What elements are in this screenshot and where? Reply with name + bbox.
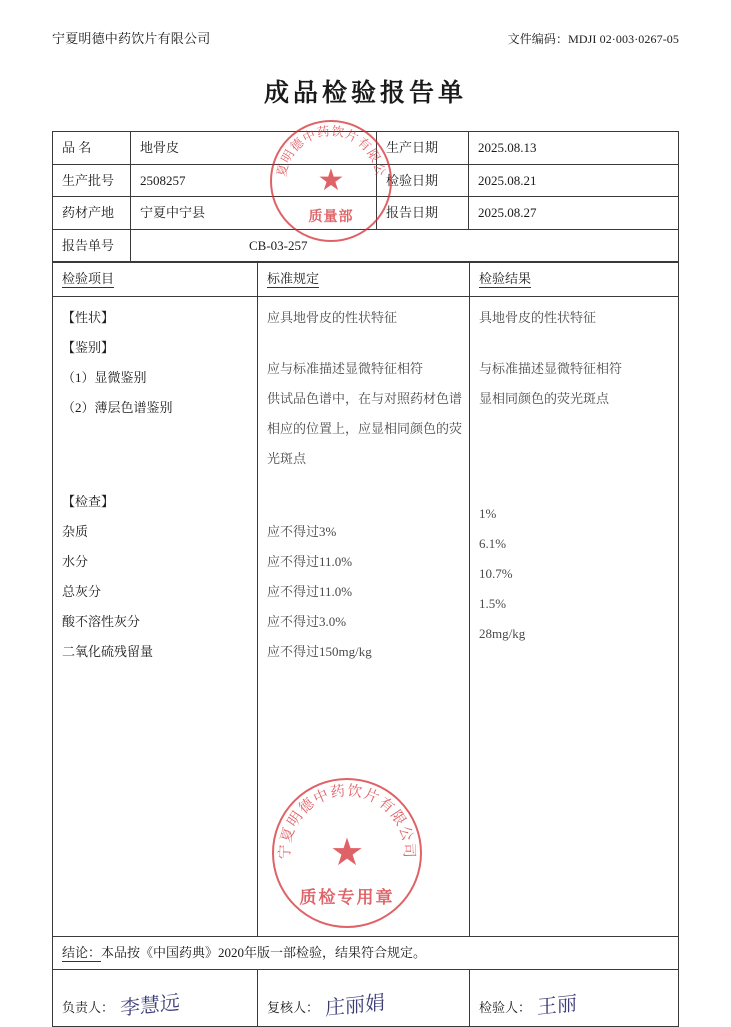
- conclusion-label: 结论：: [62, 945, 102, 960]
- produce-date-label: 生产日期: [377, 132, 469, 165]
- inspect-date-label: 检验日期: [377, 164, 469, 197]
- result-text: 显相同颜色的荧光斑点: [479, 391, 610, 406]
- standard-text: 应与标准描述显微特征相符: [267, 361, 424, 376]
- inspector-signature: 王丽: [537, 990, 577, 1019]
- page-title: 成品检验报告单: [263, 80, 467, 107]
- column-header-standard: 标准规定: [258, 263, 470, 297]
- conclusion-text: 本品按《中国药典》2020年版一部检验，结果符合规定。: [101, 945, 427, 960]
- standard-text: 应不得过3.0%: [267, 614, 347, 629]
- owner-signature: 李慧远: [120, 989, 180, 1020]
- table-row: [53, 197, 679, 230]
- result-text: 1%: [479, 506, 497, 521]
- results-body-row: [53, 297, 679, 937]
- standard-text: 应不得过150mg/kg: [267, 644, 372, 659]
- standard-text: 相应的位置上，应显相同颜色的荧: [267, 421, 463, 436]
- signature-row: [53, 969, 679, 1026]
- stamp-ring-label-top: 宁夏明德中药饮片有限公司: [265, 111, 388, 178]
- table-row: [53, 164, 679, 197]
- origin-label: 药材产地: [53, 197, 131, 230]
- inspector-label: 检验人：: [479, 1000, 532, 1015]
- item-text: 酸不溶性灰分: [62, 614, 141, 629]
- standard-text: 应不得过11.0%: [267, 584, 353, 599]
- inspector-signature-cell: [470, 969, 679, 1026]
- review-signature-cell: [258, 969, 470, 1026]
- product-name-label: 品 名: [53, 132, 131, 165]
- results-table: [52, 262, 679, 1027]
- review-signature: 庄丽娟: [325, 989, 385, 1020]
- origin-value: 宁夏中宁县: [131, 197, 377, 230]
- item-text: 【性状】: [62, 310, 115, 325]
- result-text: 28mg/kg: [479, 626, 526, 641]
- column-header-result: 检验结果: [470, 263, 679, 297]
- item-text: （2）薄层色谱鉴别: [62, 400, 173, 415]
- document-header: [52, 0, 679, 47]
- standards-column: [258, 297, 470, 937]
- result-text: 与标准描述显微特征相符: [479, 361, 623, 376]
- standard-text: [267, 496, 460, 517]
- standard-text: [267, 333, 460, 354]
- produce-date-value: 2025.08.13: [469, 132, 679, 165]
- stamp-ring-label-bottom: 宁夏明德中药饮片有限公司: [277, 783, 417, 860]
- standard-text: 供试品色谱中，在与对照药材色谱: [267, 391, 463, 406]
- item-text: [62, 444, 248, 465]
- conclusion-cell: [53, 937, 679, 970]
- result-text: 具地骨皮的性状特征: [479, 310, 597, 325]
- document-code: [508, 30, 679, 47]
- result-text: [479, 435, 669, 456]
- item-text: （1）显微鉴别: [62, 370, 147, 385]
- review-label: 复核人：: [267, 1000, 320, 1015]
- result-text: [479, 478, 669, 499]
- result-text: 1.5%: [479, 596, 507, 611]
- result-text: [479, 333, 669, 354]
- company-name: 宁夏明德中药饮片有限公司: [52, 31, 211, 46]
- standard-text: 光斑点: [267, 451, 307, 466]
- results-header-row: [53, 263, 679, 297]
- document-code-value: MDJI 02·003·0267-05: [568, 32, 679, 46]
- owner-signature-cell: [53, 969, 258, 1026]
- item-text: 【检查】: [62, 494, 115, 509]
- report-table: [52, 131, 679, 262]
- result-text: 10.7%: [479, 566, 513, 581]
- item-text: 【鉴别】: [62, 340, 115, 355]
- result-text: [479, 414, 669, 435]
- item-text: 水分: [62, 554, 89, 569]
- report-date-label: 报告日期: [377, 197, 469, 230]
- result-text: 6.1%: [479, 536, 507, 551]
- standard-text: 应不得过11.0%: [267, 554, 353, 569]
- items-column: [53, 297, 258, 937]
- table-row: [53, 229, 679, 262]
- standard-text: 应不得过3%: [267, 524, 337, 539]
- report-no-label: 报告单号: [53, 229, 131, 262]
- results-column: [470, 297, 679, 937]
- document-code-label: 文件编码：: [507, 32, 569, 46]
- product-name-value: 地骨皮: [131, 132, 377, 165]
- column-header-item: 检验项目: [53, 263, 258, 297]
- conclusion-row: [53, 937, 679, 970]
- batch-label: 生产批号: [53, 164, 131, 197]
- table-row: [53, 132, 679, 165]
- owner-label: 负责人：: [62, 1000, 115, 1015]
- batch-value: 2508257: [131, 164, 377, 197]
- item-text: 杂质: [62, 524, 89, 539]
- report-no-value: CB-03-257: [131, 229, 679, 262]
- star-icon: ★: [317, 164, 345, 197]
- inspect-date-value: 2025.08.21: [469, 164, 679, 197]
- item-text: [62, 423, 248, 444]
- stamp-dept-top: 质量部: [308, 210, 354, 225]
- item-text: 二氧化硫残留量: [62, 644, 154, 659]
- report-date-value: 2025.08.27: [469, 197, 679, 230]
- standard-text: 应具地骨皮的性状特征: [267, 310, 398, 325]
- item-text: 总灰分: [62, 584, 102, 599]
- star-icon: ★: [329, 832, 365, 874]
- stamp-dept-bottom: 质检专用章: [299, 888, 395, 907]
